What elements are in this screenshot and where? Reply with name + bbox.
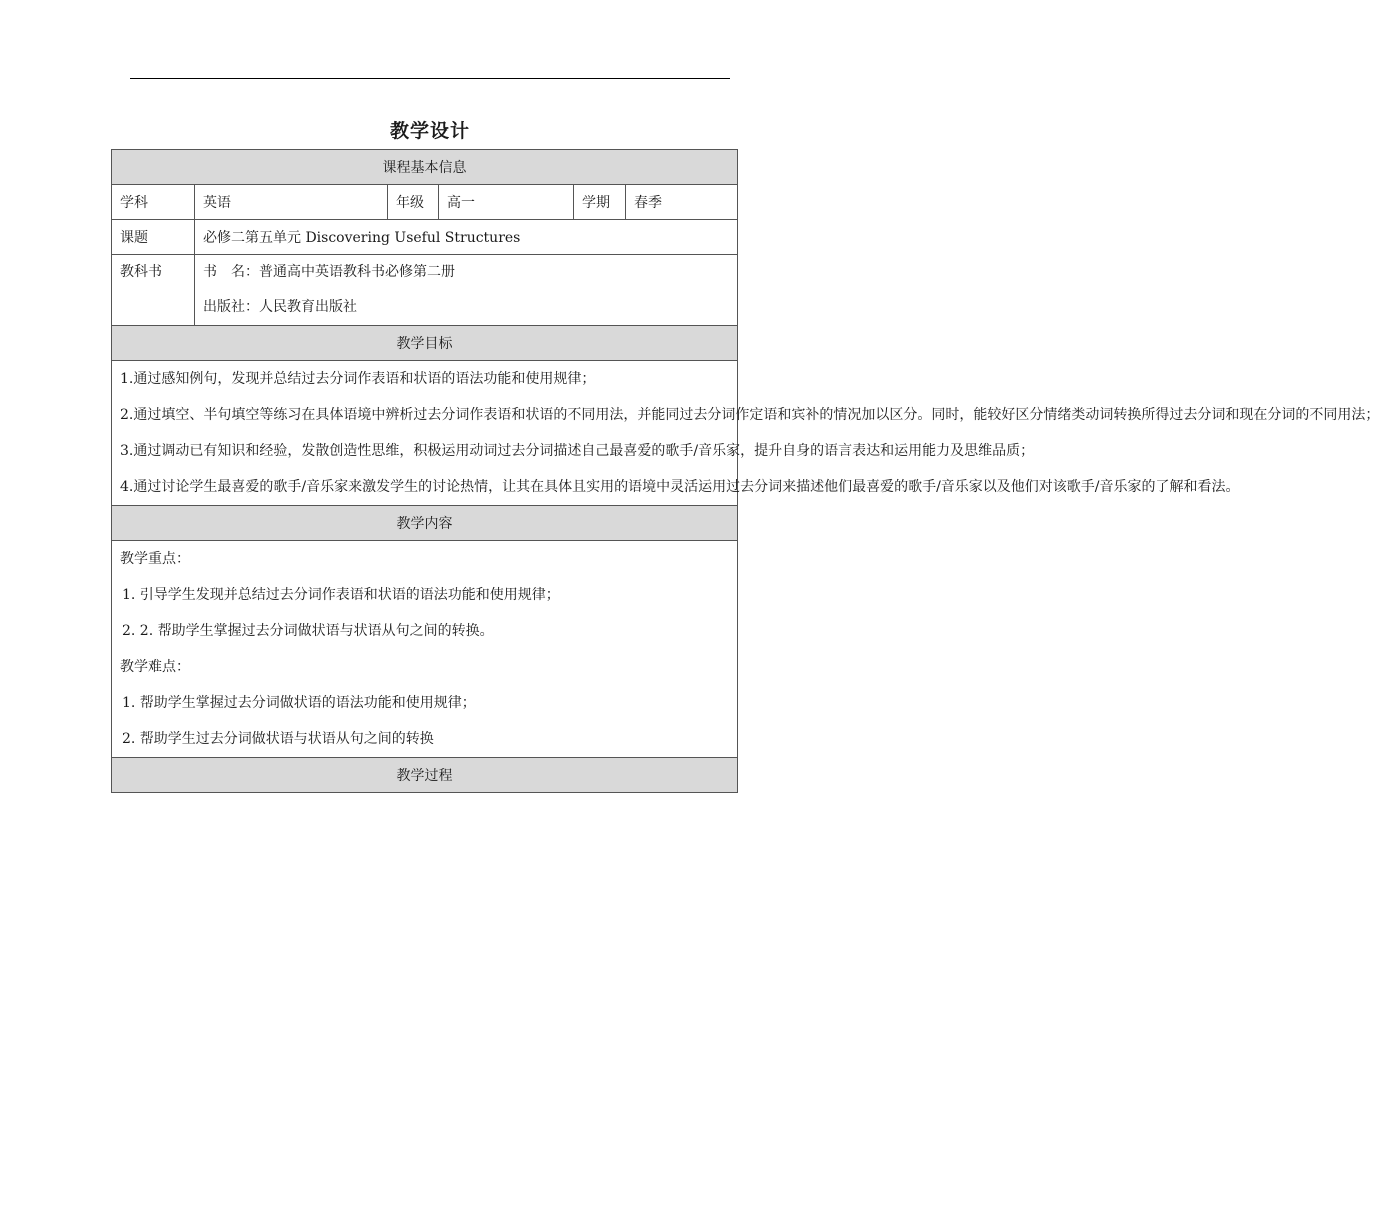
section-header-content: 教学内容 bbox=[112, 506, 738, 541]
difficult-point-item: 2. 帮助学生过去分词做状语与状语从句之间的转换 bbox=[122, 731, 434, 747]
section-header-basic-info: 课程基本信息 bbox=[112, 150, 738, 185]
grade-label: 年级 bbox=[388, 185, 439, 220]
lesson-plan-table bbox=[111, 149, 1379, 793]
subject-label: 学科 bbox=[112, 185, 195, 220]
term-value: 春季 bbox=[626, 185, 738, 220]
key-points-label: 教学重点： bbox=[120, 551, 190, 567]
objective-item: 4.通过讨论学生最喜爱的歌手/音乐家来激发学生的讨论热情，让其在具体且实用的语境中灵活运用过去分词来描述他们最喜爱的歌手/音乐家以及他们对该歌手/音乐家的了解和看法。 bbox=[120, 479, 1240, 495]
term-label: 学期 bbox=[574, 185, 626, 220]
section-header-process: 教学过程 bbox=[112, 758, 738, 793]
book-name: 书 名：普通高中英语教科书必修第二册 bbox=[203, 264, 455, 280]
topic-label: 课题 bbox=[112, 220, 195, 255]
objective-item: 3.通过调动已有知识和经验，发散创造性思维，积极运用动词过去分词描述自己最喜爱的歌手/音乐家，提升自身的语言表达和运用能力及思维品质； bbox=[120, 443, 1035, 459]
difficult-point-item: 1. 帮助学生掌握过去分词做状语的语法功能和使用规律； bbox=[122, 695, 476, 711]
header-rule bbox=[130, 78, 730, 79]
textbook-label bbox=[112, 255, 195, 326]
subject-value: 英语 bbox=[195, 185, 388, 220]
objective-item: 1.通过感知例句，发现并总结过去分词作表语和状语的语法功能和使用规律； bbox=[120, 371, 596, 387]
key-point-item: 1. 引导学生发现并总结过去分词作表语和状语的语法功能和使用规律； bbox=[122, 587, 560, 603]
publisher: 出版社：人民教育出版社 bbox=[203, 299, 357, 315]
difficult-points-label: 教学难点： bbox=[120, 659, 190, 675]
content-body bbox=[112, 541, 738, 758]
objective-item: 2.通过填空、半句填空等练习在具体语境中辨析过去分词作表语和状语的不同用法，并能同过去分词作定语和宾补的情况加以区分。同时，能较好区分情绪类动词转换所得过去分词和现在分词的不同用法； bbox=[120, 407, 1379, 423]
objectives-body bbox=[112, 361, 1379, 506]
textbook-label-text: 教科书 bbox=[120, 264, 162, 280]
grade-value: 高一 bbox=[439, 185, 574, 220]
key-point-item: 2. 2. 帮助学生掌握过去分词做状语与状语从句之间的转换。 bbox=[122, 623, 494, 639]
section-header-objectives: 教学目标 bbox=[112, 326, 738, 361]
textbook-info bbox=[195, 255, 738, 326]
document-title: 教学设计 bbox=[389, 120, 470, 142]
topic-value: 必修二第五单元 Discovering Useful Structures bbox=[195, 220, 738, 255]
